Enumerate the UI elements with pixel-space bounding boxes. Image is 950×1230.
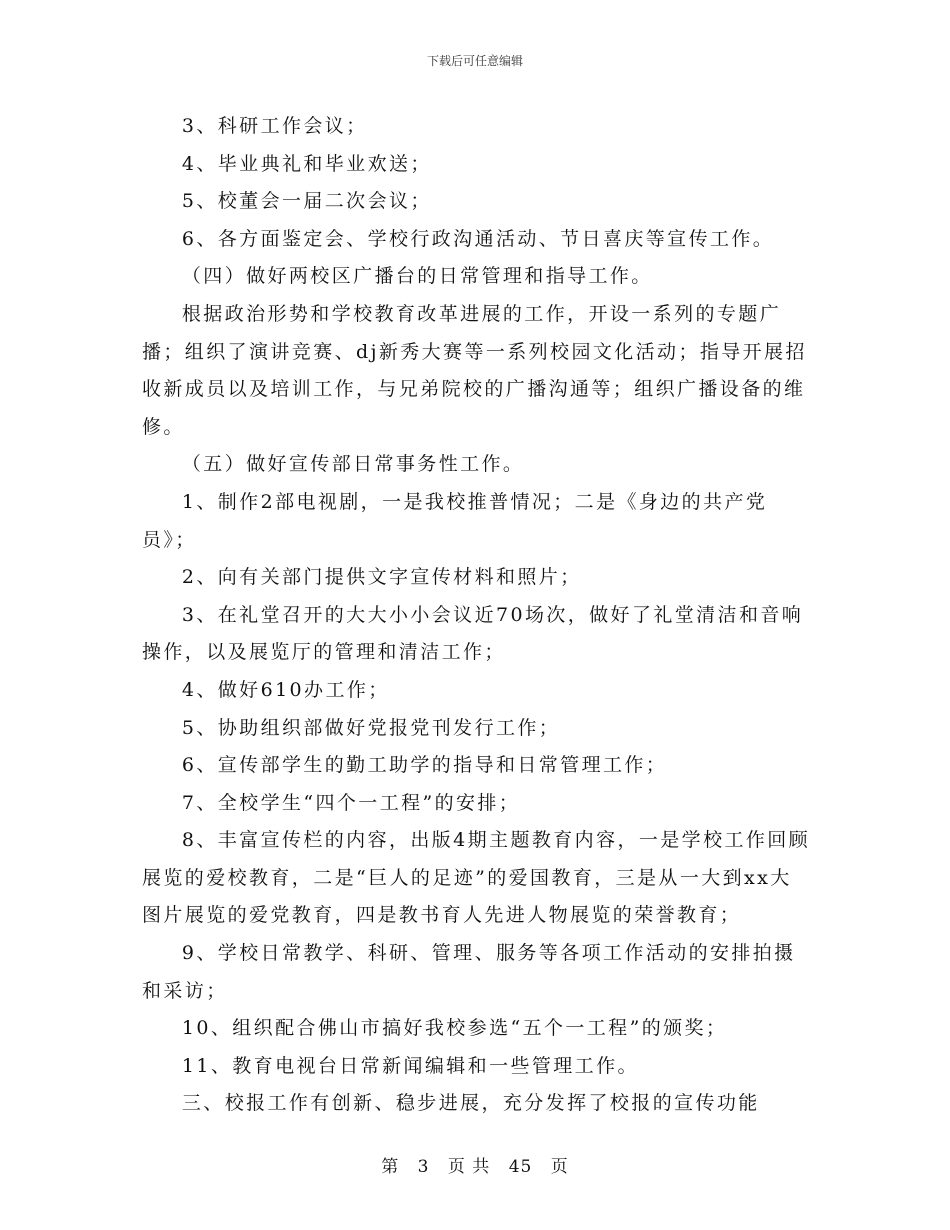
- section-heading-4-broadcast: （四）做好两校区广播台的日常管理和指导工作。: [181, 265, 653, 288]
- paragraph-item-3-meeting: 3、科研工作会议；: [181, 115, 368, 137]
- section-heading-3-newspaper: 三、校报工作有创新、稳步进展，充分发挥了校报的宣传功能: [181, 1092, 760, 1115]
- total-page-count: 45: [508, 1157, 533, 1177]
- paragraph-affairs-6: 6、宣传部学生的勤工助学的指导和日常管理工作；: [181, 754, 668, 777]
- current-page-number: 3: [417, 1157, 430, 1177]
- paragraph-affairs-1: 1、制作2部电视剧，一是我校推普情况；二是《身边的共产党员》；: [142, 490, 768, 551]
- footer-suffix: 页: [550, 1157, 569, 1177]
- paragraph-affairs-7: 7、全校学生“四个一工程”的安排；: [181, 791, 521, 814]
- paragraph-affairs-3: 3、在礼堂召开的大大小小会议近70场次，做好了礼堂清洁和音响操作，以及展览厅的管理和清洁工作；: [142, 603, 804, 664]
- paragraph-item-5-board: 5、校董会一届二次会议；: [181, 190, 432, 213]
- footer-middle: 页 共: [447, 1157, 491, 1177]
- page-header: 下载后可任意编辑: [426, 54, 523, 68]
- paragraph-affairs-5: 5、协助组织部做好党报党刊发行工作；: [181, 716, 561, 739]
- paragraph-broadcast-body: 根据政治形势和学校教育改革进展的工作，开设一系列的专题广播；组织了演讲竞赛、dj新秀大赛等一系列校园文化活动；指导开展招收新成员以及培训工作，与兄弟院校的广播沟通等；组织广播设备的维修。: [142, 302, 807, 438]
- footer-prefix: 第: [381, 1157, 400, 1177]
- paragraph-affairs-9: 9、学校日常教学、科研、管理、服务等各项工作活动的安排拍摄和采访；: [142, 942, 796, 1002]
- paragraph-affairs-10: 10、组织配合佛山市搞好我校参选“五个一工程”的颁奖；: [181, 1017, 728, 1040]
- paragraph-affairs-2: 2、向有关部门提供文字宣传材料和照片；: [181, 566, 582, 589]
- paragraph-affairs-8: 8、丰富宣传栏的内容，出版4期主题教育内容，一是学校工作回顾展览的爱校教育，二是“巨人的足迹”的爱国教育，三是从一大到xx大图片展览的爱党教育，四是教书育人先进人物展览的荣誉教育；: [142, 829, 811, 927]
- paragraph-affairs-4: 4、做好610办工作；: [181, 678, 390, 701]
- paragraph-item-4-graduation: 4、毕业典礼和毕业欢送；: [181, 152, 432, 175]
- page-footer: [0, 1152, 950, 1177]
- paragraph-affairs-11: 11、教育电视台日常新闻编辑和一些管理工作。: [181, 1054, 639, 1077]
- paragraph-item-6-publicity: 6、各方面鉴定会、学校行政沟通活动、节日喜庆等宣传工作。: [181, 227, 775, 250]
- document-body: [142, 108, 812, 1123]
- section-heading-5-affairs: （五）做好宣传部日常事务性工作。: [181, 453, 525, 476]
